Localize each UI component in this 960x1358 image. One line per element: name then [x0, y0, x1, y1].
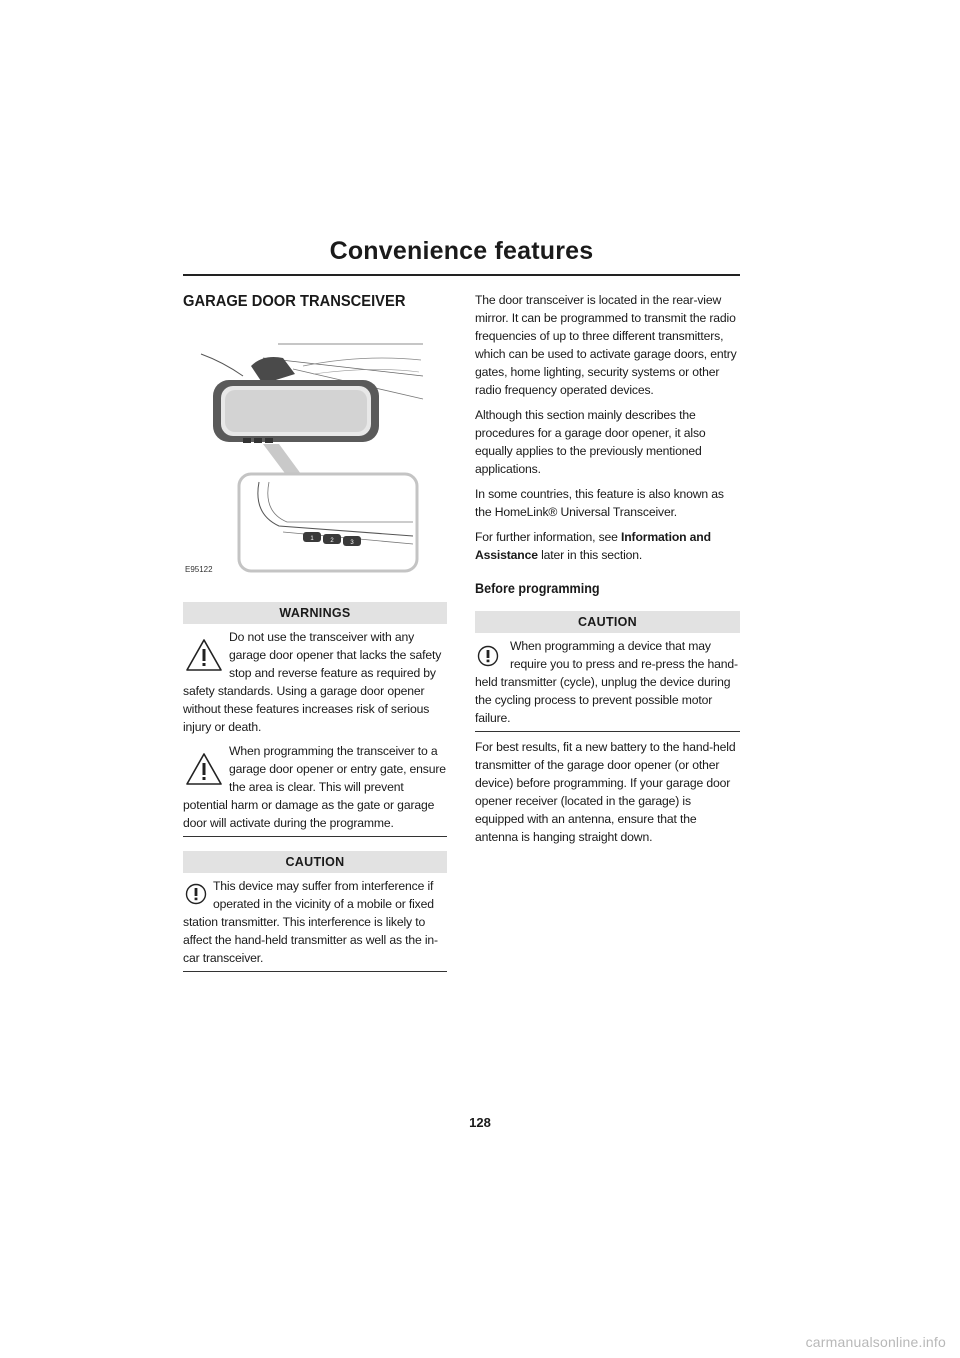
- warnings-box: [183, 602, 447, 837]
- warning-triangle-icon: [183, 628, 229, 672]
- further-info-prefix: For further information, see: [475, 530, 622, 544]
- button-label-2: 2: [330, 538, 334, 544]
- caution-box: [475, 611, 740, 732]
- warnings-divider: [183, 836, 447, 837]
- warning-item: [183, 736, 447, 836]
- body-paragraph: In some countries, this feature is also known as the HomeLink® Universal Transceiver.: [475, 487, 724, 519]
- figure-id: E95122: [185, 565, 213, 574]
- caution-divider: [183, 971, 447, 972]
- information-and-assistance-link[interactable]: Information and Assistance: [475, 530, 711, 562]
- caution-box: [183, 851, 447, 972]
- warning-text: When programming the transceiver to a garage door opener or entry gate, ensure the area is clear. This will prevent potential harm or damage as the gate or garage door will activate during the programme.: [183, 744, 446, 830]
- further-info-suffix: later in this section.: [537, 548, 643, 562]
- left-column: [183, 290, 447, 972]
- button-label-1: 1: [310, 536, 314, 542]
- caution-item: [183, 873, 447, 971]
- caution-circle-icon: [475, 637, 510, 669]
- caution-heading: CAUTION: [475, 611, 740, 633]
- caution-item: [475, 633, 740, 731]
- button-label-3: 3: [350, 540, 354, 546]
- subsection-title: Before programming: [475, 580, 600, 596]
- warning-item: [183, 624, 447, 736]
- warning-text: Do not use the transceiver with any garage door opener that lacks the safety stop and reverse feature as required by safety standards. Using a garage door opener without these features increases risk of serious injury or death.: [183, 630, 442, 734]
- watermark: carmanualsonline.info: [805, 1334, 946, 1350]
- intro-paragraph: The door transceiver is located in the rear-view mirror. It can be programmed to transmit the radio frequencies of up to three different transmitters, which can be used to activate garage doors, entry gates, home lighting, security systems or other radio frequency operated devices.: [475, 293, 737, 397]
- page-header: [183, 232, 740, 276]
- warning-triangle-icon: [183, 742, 229, 786]
- page-number: 128: [469, 1115, 491, 1130]
- body-paragraph: Although this section mainly describes the procedures for a garage door opener, it also equally applies to the previously mentioned applications.: [475, 408, 706, 476]
- caution-circle-icon: [183, 877, 213, 907]
- body-paragraph: For best results, fit a new battery to the hand-held transmitter of the garage door opener (or other device) before programming. If your garage door opener receiver (located in the garage) is equipped with an antenna, ensure that the antenna is hanging straight down.: [475, 740, 736, 844]
- right-column: [475, 290, 740, 846]
- caution-text: This device may suffer from interference if operated in the vicinity of a mobile or fixed station transmitter. This interference is likely to affect the hand-held transmitter as well as the in-car transceiver.: [183, 879, 438, 965]
- warnings-heading: WARNINGS: [183, 602, 447, 624]
- mirror-drawing: [183, 314, 447, 576]
- caution-divider: [475, 731, 740, 732]
- mirror-illustration: [183, 314, 447, 584]
- caution-heading: CAUTION: [183, 851, 447, 873]
- page-title: Convenience features: [329, 237, 594, 265]
- further-info-paragraph: [475, 528, 740, 564]
- caution-text: When programming a device that may require you to press and re-press the hand-held transmitter (cycle), unplug the device during the cycling process to prevent possible motor failure.: [475, 639, 738, 725]
- section-title: GARAGE DOOR TRANSCEIVER: [183, 293, 406, 310]
